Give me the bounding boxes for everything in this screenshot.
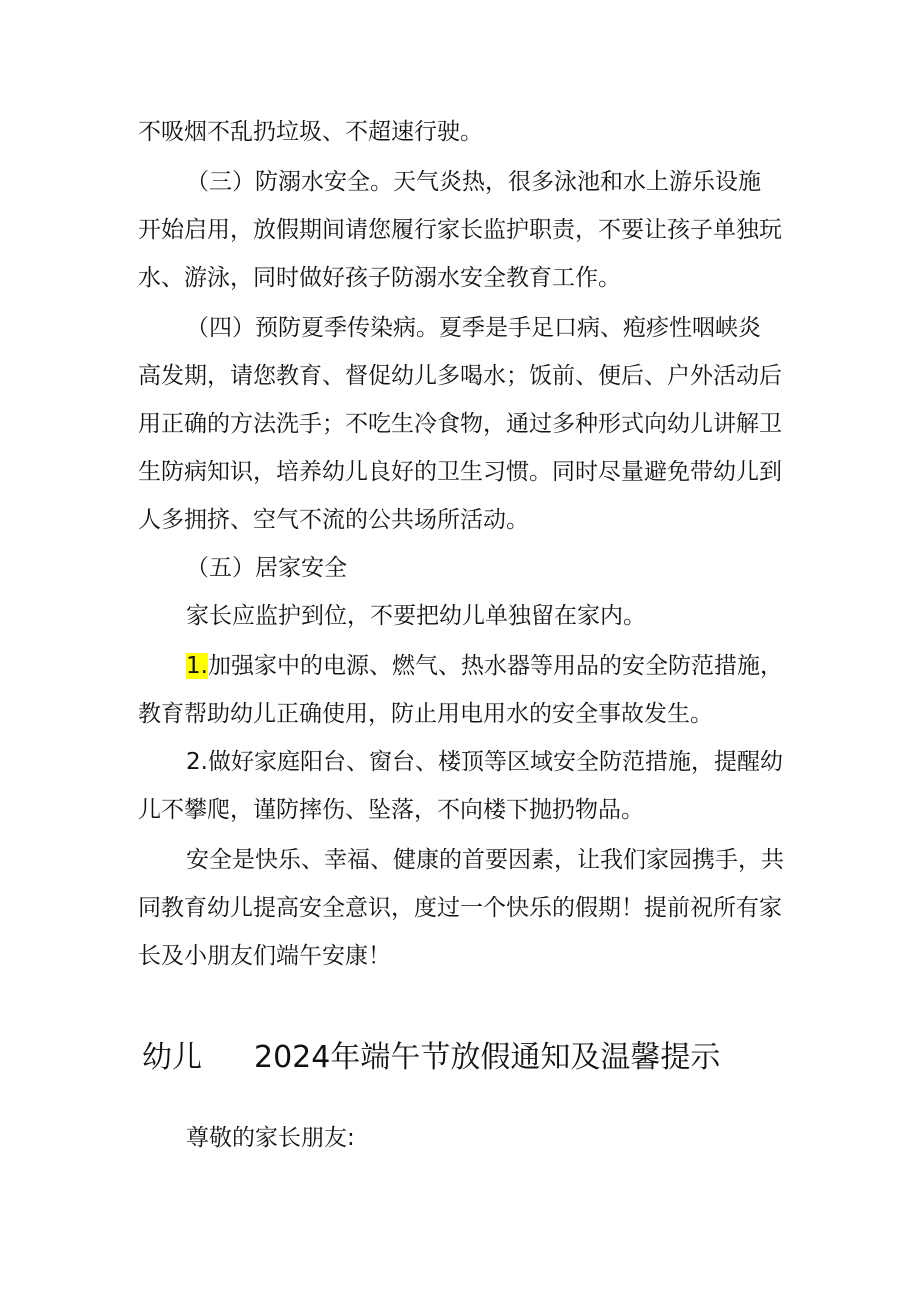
closing-paragraph: 安全是快乐、幸福、健康的首要因素，让我们家园携手，共: [186, 847, 784, 873]
section-heading-disease: （四）预防夏季传染病。夏季是手足口病、疱疹性咽峡炎: [186, 315, 761, 341]
paragraph-line: 同教育幼儿提高安全意识，度过一个快乐的假期！提前祝所有家: [138, 895, 782, 921]
highlighted-number: 1.: [186, 653, 208, 679]
section-heading-drowning: （三）防溺水安全。天气炎热，很多泳池和水上游乐设施: [186, 169, 761, 195]
salutation: 尊敬的家长朋友:: [186, 1125, 355, 1151]
paragraph-line: 用正确的方法洗手；不吃生冷食物，通过多种形式向幼儿讲解卫: [138, 411, 782, 437]
paragraph-line: 生防病知识，培养幼儿良好的卫生习惯。同时尽量避免带幼儿到: [138, 459, 782, 485]
paragraph-line: 教育帮助幼儿正确使用，防止用电用水的安全事故发生。: [138, 701, 713, 727]
paragraph-line: 家长应监护到位，不要把幼儿单独留在家内。: [186, 603, 646, 629]
title-main: 2024年端午节放假通知及温馨提示: [254, 1040, 721, 1075]
list-item-text: 加强家中的电源、燃气、热水器等用品的安全防范措施，: [207, 653, 783, 679]
title-prefix: 幼儿: [142, 1040, 202, 1075]
paragraph-line: 水、游泳，同时做好孩子防溺水安全教育工作。: [138, 265, 621, 291]
list-item-2: 2.做好家庭阳台、窗台、楼顶等区域安全防范措施，提醒幼: [186, 749, 783, 775]
paragraph-line: 不吸烟不乱扔垃圾、不超速行驶。: [138, 119, 483, 145]
document-title: [142, 1038, 802, 1078]
paragraph-line: 长及小朋友们端午安康！: [138, 943, 391, 969]
paragraph-line: 人多拥挤、空气不流的公共场所活动。: [138, 507, 529, 533]
paragraph-line: 高发期，请您教育、督促幼儿多喝水；饭前、便后、户外活动后: [138, 363, 782, 389]
paragraph-line: 儿不攀爬，谨防摔伤、坠落，不向楼下抛扔物品。: [138, 797, 644, 823]
paragraph-line: 开始启用，放假期间请您履行家长监护职责，不要让孩子单独玩: [138, 217, 782, 243]
list-item-1: [186, 650, 798, 682]
section-heading-home: （五）居家安全: [186, 555, 347, 581]
